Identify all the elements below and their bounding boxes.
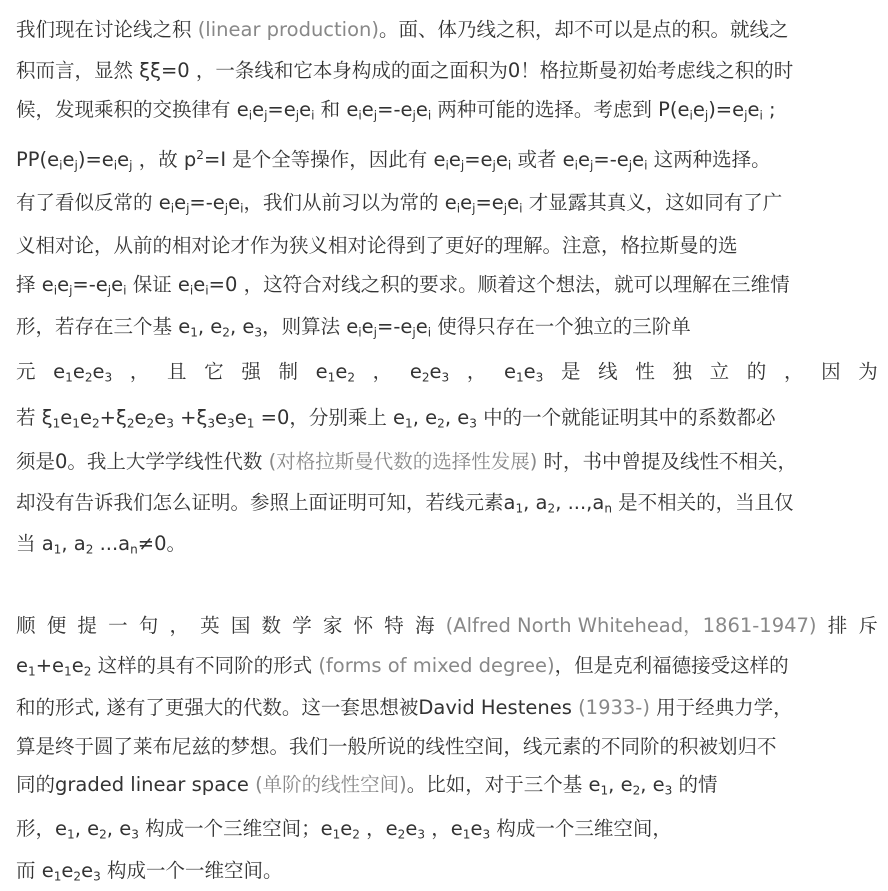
- chinese-gloss: (单阶的线性空间): [255, 773, 407, 796]
- paragraph-1-line-9: 元 $e_1e_2e_3$ ， 且 它 强 制 $e_1e_2$ ， $e_2e_3$ ， $e_1e_3$ 是 线 性 独 立 的 ， 因 为: [16, 360, 878, 385]
- paragraph-1-line-2: 积而言，显然 ξξ=0 ，一条线和它本身构成的面之面积为0！格拉斯曼初始考虑线之积的时: [16, 59, 794, 82]
- paragraph-2-line-4: 算是终于圆了莱布尼兹的梦想。我们一般所说的线性空间，线元素的不同阶的积被划归不: [16, 735, 777, 758]
- english-term: (forms of mixed degree): [318, 654, 555, 677]
- paragraph-2-line-3: 和的形式, 遂有了更强大的代数。这一套思想被David Hestenes (1933-) 用于经典力学，: [16, 696, 793, 719]
- paragraph-1-line-1: 我们现在讨论线之积 (linear production)。面、体乃线之积，却不可以是点的积。就线之: [16, 18, 789, 41]
- paragraph-2-line-2: $e_1+e_1e_2$ 这样的具有不同阶的形式 (forms of mixed degree)，但是克利福德接受这样的: [16, 654, 789, 679]
- paragraph-1-line-6: 义相对论，从前的相对论才作为狭义相对论得到了更好的理解。注意，格拉斯曼的选: [16, 234, 738, 257]
- annotation-note: (对格拉斯曼代数的选择性发展): [268, 450, 538, 473]
- paragraph-1-line-12: 却没有告诉我们怎么证明。参照上面证明可知，若线元素$a_1$, $a_2$, $...,a_n$ 是不相关的，当且仅: [16, 491, 794, 516]
- paragraph-1-line-5: 有了看似反常的 $e_ie_j=-e_je_i$，我们从前习以为常的 $e_ie_j=e_je_i$ 才显露其真义，这如同有了广: [16, 191, 783, 216]
- paragraph-1-line-3: 候，发现乘积的交换律有 $e_ie_j=e_je_i$ 和 $e_ie_j=-e_je_i$ 两种可能的选择。考虑到 $P(e_ie_j)=e_je_i$ ;: [16, 98, 776, 123]
- paragraph-2-line-1: 顺 便 提 一 句 ， 英 国 数 学 家 怀 特 海 (Alfred North Whitehead，1861-1947) 排 斥: [16, 608, 878, 644]
- english-term: (linear production): [197, 18, 379, 41]
- hestenes-years: (1933-): [578, 696, 650, 719]
- paragraph-1-line-8: 形，若存在三个基 $e_1$, $e_2$, $e_3$，则算法 $e_ie_j=-e_je_i$ 使得只存在一个独立的三阶单: [16, 315, 691, 340]
- paragraph-1-line-7: 择 $e_ie_j=-e_je_i$ 保证 $e_ie_i=0$ ，这符合对线之积的要求。顺着这个想法，就可以理解在三维情: [16, 273, 790, 298]
- paragraph-2-line-5: 同的graded linear space (单阶的线性空间)。比如，对于三个基 $e_1$, $e_2$, $e_3$ 的情: [16, 773, 718, 798]
- paragraph-2-line-6: 形，$e_1$, $e_2$, $e_3$ 构成一个三维空间；$e_1e_2$ ，$e_2e_3$ ，$e_1e_3$ 构成一个三维空间，: [16, 817, 672, 842]
- whitehead-note: (Alfred North Whitehead，1861-1947): [445, 614, 817, 637]
- paragraph-1-line-11: 须是0。我上大学学线性代数 (对格拉斯曼代数的选择性发展) 时，书中曾提及线性不相关，: [16, 450, 798, 473]
- paragraph-1-line-4: $PP(e_ie_j)=e_ie_j$ ，故 $p^2=I$ 是个全等操作，因此有 $e_ie_j=e_je_i$ 或者 $e_ie_j=-e_je_i$ 这两种选择。: [16, 147, 771, 173]
- paragraph-2-line-7: 而 $e_1e_2e_3$ 构成一个一维空间。: [16, 859, 283, 884]
- paragraph-1-line-10: 若 $\xi_1e_1e_2+\xi_2e_2e_3 +\xi_3e_3e_1 =0$，分别乘上 $e_1$, $e_2$, $e_3$ 中的一个就能证明其中的系数都必: [16, 406, 776, 431]
- paragraph-1-line-13: 当 $a_1$, $a_2$ $...a_n\ne 0$。: [16, 532, 187, 557]
